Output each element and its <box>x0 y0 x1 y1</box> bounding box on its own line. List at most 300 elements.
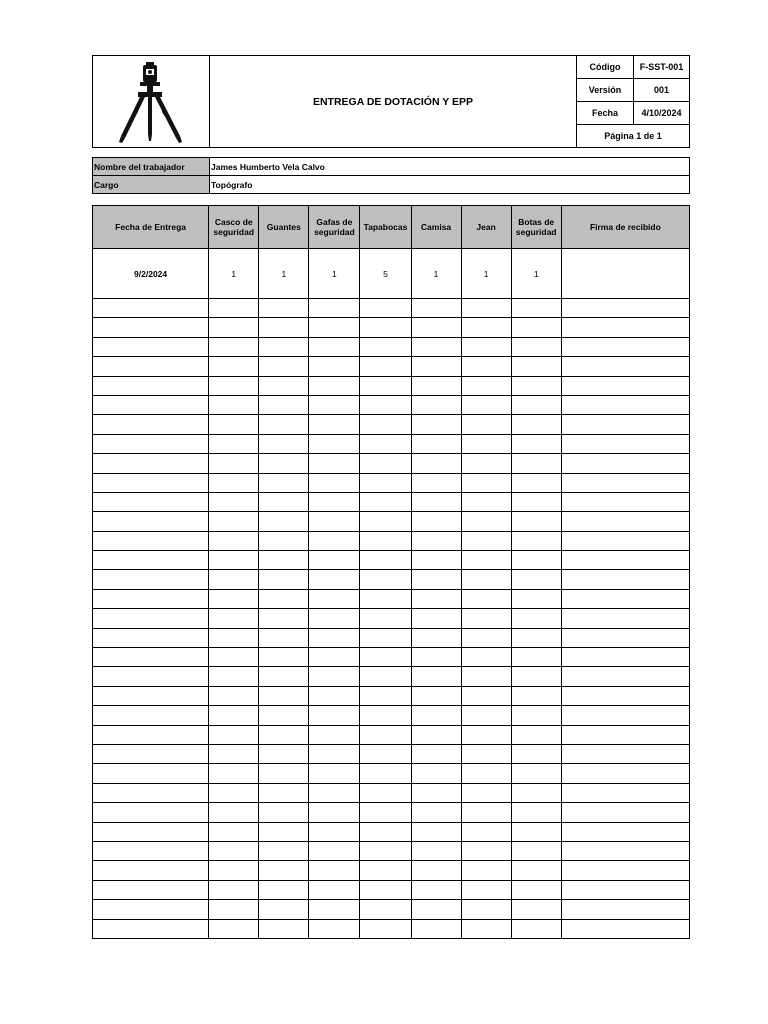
table-cell[interactable] <box>259 822 309 841</box>
table-cell[interactable] <box>259 395 309 414</box>
table-cell[interactable] <box>511 473 561 492</box>
table-cell[interactable] <box>259 454 309 473</box>
table-cell[interactable] <box>309 589 360 608</box>
table-cell[interactable] <box>209 919 259 938</box>
table-cell[interactable] <box>411 551 461 570</box>
table-cell[interactable] <box>561 415 689 434</box>
table-cell[interactable] <box>461 841 511 860</box>
table-cell[interactable] <box>511 861 561 880</box>
table-cell[interactable] <box>461 434 511 453</box>
table-cell[interactable] <box>93 900 209 919</box>
table-cell[interactable] <box>561 395 689 414</box>
table-cell[interactable] <box>360 783 411 802</box>
table-cell[interactable] <box>411 415 461 434</box>
table-cell[interactable] <box>411 628 461 647</box>
table-cell[interactable] <box>561 299 689 318</box>
table-cell[interactable] <box>93 454 209 473</box>
table-cell[interactable] <box>511 648 561 667</box>
table-cell[interactable] <box>209 725 259 744</box>
table-cell[interactable] <box>259 434 309 453</box>
table-cell[interactable] <box>93 841 209 860</box>
table-cell[interactable] <box>461 744 511 763</box>
table-cell[interactable] <box>411 880 461 899</box>
table-cell[interactable] <box>209 764 259 783</box>
table-cell[interactable] <box>93 783 209 802</box>
table-cell[interactable] <box>259 357 309 376</box>
table-cell[interactable] <box>309 900 360 919</box>
table-cell[interactable] <box>360 512 411 531</box>
table-cell[interactable] <box>309 318 360 337</box>
table-cell[interactable] <box>411 667 461 686</box>
table-cell[interactable]: 1 <box>209 249 259 299</box>
delivery-date-cell[interactable]: 9/2/2024 <box>93 249 209 299</box>
table-cell[interactable] <box>309 376 360 395</box>
table-cell[interactable] <box>411 589 461 608</box>
table-cell[interactable] <box>561 609 689 628</box>
table-cell[interactable] <box>309 337 360 356</box>
table-cell[interactable]: 1 <box>259 249 309 299</box>
table-cell[interactable] <box>511 570 561 589</box>
table-cell[interactable] <box>461 415 511 434</box>
table-cell[interactable] <box>93 299 209 318</box>
table-cell[interactable] <box>309 880 360 899</box>
table-cell[interactable] <box>259 783 309 802</box>
table-cell[interactable] <box>411 706 461 725</box>
table-cell[interactable] <box>511 706 561 725</box>
table-cell[interactable] <box>360 628 411 647</box>
table-cell[interactable] <box>411 357 461 376</box>
table-cell[interactable] <box>511 454 561 473</box>
table-cell[interactable] <box>259 764 309 783</box>
table-cell[interactable] <box>461 803 511 822</box>
table-cell[interactable] <box>309 919 360 938</box>
table-cell[interactable] <box>209 589 259 608</box>
table-cell[interactable] <box>93 415 209 434</box>
table-cell[interactable] <box>461 551 511 570</box>
table-cell[interactable] <box>360 299 411 318</box>
table-cell[interactable] <box>360 900 411 919</box>
table-cell[interactable] <box>461 299 511 318</box>
table-cell[interactable] <box>561 764 689 783</box>
table-cell[interactable] <box>259 299 309 318</box>
table-cell[interactable] <box>209 783 259 802</box>
table-cell[interactable] <box>259 318 309 337</box>
table-cell[interactable] <box>461 686 511 705</box>
table-cell[interactable] <box>461 706 511 725</box>
table-cell[interactable] <box>411 822 461 841</box>
table-cell[interactable] <box>259 473 309 492</box>
table-cell[interactable] <box>309 803 360 822</box>
table-cell[interactable] <box>209 803 259 822</box>
table-cell[interactable] <box>461 492 511 511</box>
table-cell[interactable] <box>209 744 259 763</box>
table-cell[interactable] <box>461 822 511 841</box>
table-cell[interactable] <box>309 725 360 744</box>
table-cell[interactable] <box>561 337 689 356</box>
table-cell[interactable] <box>93 861 209 880</box>
table-cell[interactable] <box>209 648 259 667</box>
table-cell[interactable] <box>511 434 561 453</box>
table-cell[interactable] <box>93 337 209 356</box>
table-cell[interactable] <box>93 628 209 647</box>
table-cell[interactable] <box>360 706 411 725</box>
table-cell[interactable] <box>561 861 689 880</box>
table-cell[interactable] <box>511 609 561 628</box>
table-cell[interactable] <box>411 919 461 938</box>
table-cell[interactable] <box>259 531 309 550</box>
table-cell[interactable] <box>259 337 309 356</box>
table-cell[interactable] <box>309 648 360 667</box>
table-cell[interactable] <box>360 318 411 337</box>
table-cell[interactable] <box>411 686 461 705</box>
table-cell[interactable] <box>360 589 411 608</box>
table-cell[interactable] <box>561 376 689 395</box>
table-cell[interactable] <box>461 861 511 880</box>
table-cell[interactable] <box>259 667 309 686</box>
table-cell[interactable] <box>259 589 309 608</box>
table-cell[interactable] <box>561 357 689 376</box>
table-cell[interactable]: 1 <box>411 249 461 299</box>
table-cell[interactable] <box>360 919 411 938</box>
table-cell[interactable] <box>93 609 209 628</box>
table-cell[interactable] <box>511 764 561 783</box>
table-cell[interactable] <box>360 803 411 822</box>
table-cell[interactable] <box>309 434 360 453</box>
table-cell[interactable] <box>209 415 259 434</box>
table-cell[interactable] <box>309 551 360 570</box>
table-cell[interactable] <box>561 473 689 492</box>
table-cell[interactable] <box>411 570 461 589</box>
table-cell[interactable] <box>511 531 561 550</box>
table-cell[interactable] <box>561 706 689 725</box>
table-cell[interactable] <box>561 841 689 860</box>
table-cell[interactable] <box>561 570 689 589</box>
table-cell[interactable] <box>511 880 561 899</box>
table-cell[interactable] <box>411 376 461 395</box>
table-cell[interactable] <box>461 900 511 919</box>
table-cell[interactable] <box>461 628 511 647</box>
table-cell[interactable] <box>309 628 360 647</box>
table-cell[interactable] <box>309 415 360 434</box>
table-cell[interactable] <box>309 454 360 473</box>
table-cell[interactable] <box>511 512 561 531</box>
table-cell[interactable] <box>461 783 511 802</box>
table-cell[interactable] <box>259 376 309 395</box>
table-cell[interactable] <box>93 531 209 550</box>
table-cell[interactable] <box>561 744 689 763</box>
table-cell[interactable] <box>93 357 209 376</box>
table-cell[interactable] <box>209 492 259 511</box>
table-cell[interactable] <box>561 454 689 473</box>
table-cell[interactable] <box>561 783 689 802</box>
table-cell[interactable] <box>411 725 461 744</box>
table-cell[interactable] <box>561 880 689 899</box>
table-cell[interactable] <box>209 667 259 686</box>
table-cell[interactable] <box>511 299 561 318</box>
table-cell[interactable] <box>93 919 209 938</box>
table-cell[interactable] <box>561 492 689 511</box>
table-cell[interactable] <box>259 492 309 511</box>
table-cell[interactable] <box>209 822 259 841</box>
table-cell[interactable] <box>93 318 209 337</box>
table-cell[interactable] <box>360 376 411 395</box>
table-cell[interactable] <box>309 357 360 376</box>
table-cell[interactable] <box>360 861 411 880</box>
table-cell[interactable] <box>360 434 411 453</box>
table-cell[interactable] <box>209 299 259 318</box>
table-cell[interactable] <box>411 299 461 318</box>
table-cell[interactable] <box>511 628 561 647</box>
table-cell[interactable] <box>511 415 561 434</box>
table-cell[interactable] <box>561 531 689 550</box>
table-cell[interactable] <box>360 648 411 667</box>
table-cell[interactable] <box>561 725 689 744</box>
table-cell[interactable] <box>511 783 561 802</box>
table-cell[interactable] <box>360 415 411 434</box>
table-cell[interactable] <box>411 395 461 414</box>
table-cell[interactable]: 5 <box>360 249 411 299</box>
table-cell[interactable] <box>209 861 259 880</box>
table-cell[interactable] <box>511 900 561 919</box>
table-cell[interactable] <box>309 764 360 783</box>
table-cell[interactable] <box>561 318 689 337</box>
table-cell[interactable] <box>309 531 360 550</box>
table-cell[interactable] <box>209 628 259 647</box>
table-cell[interactable] <box>461 725 511 744</box>
table-cell[interactable] <box>511 725 561 744</box>
table-cell[interactable] <box>209 512 259 531</box>
table-cell[interactable] <box>561 589 689 608</box>
table-cell[interactable] <box>411 648 461 667</box>
table-cell[interactable] <box>259 609 309 628</box>
table-cell[interactable] <box>561 551 689 570</box>
table-cell[interactable] <box>461 609 511 628</box>
table-cell[interactable] <box>411 434 461 453</box>
table-cell[interactable] <box>461 376 511 395</box>
table-cell[interactable] <box>259 551 309 570</box>
table-cell[interactable] <box>360 764 411 783</box>
table-cell[interactable] <box>360 880 411 899</box>
table-cell[interactable] <box>511 492 561 511</box>
table-cell[interactable] <box>360 551 411 570</box>
table-cell[interactable] <box>461 589 511 608</box>
table-cell[interactable] <box>259 415 309 434</box>
table-cell[interactable] <box>360 492 411 511</box>
table-cell[interactable] <box>511 822 561 841</box>
table-cell[interactable] <box>309 667 360 686</box>
table-cell[interactable] <box>259 919 309 938</box>
table-cell[interactable] <box>209 570 259 589</box>
table-cell[interactable] <box>360 337 411 356</box>
table-cell[interactable] <box>461 570 511 589</box>
table-cell[interactable] <box>411 861 461 880</box>
table-cell[interactable] <box>561 686 689 705</box>
table-cell[interactable] <box>259 880 309 899</box>
table-cell[interactable] <box>309 861 360 880</box>
table-cell[interactable] <box>511 395 561 414</box>
table-cell[interactable] <box>209 531 259 550</box>
table-cell[interactable] <box>411 764 461 783</box>
table-cell[interactable] <box>411 803 461 822</box>
table-cell[interactable] <box>360 570 411 589</box>
table-cell[interactable] <box>360 725 411 744</box>
table-cell[interactable] <box>411 841 461 860</box>
table-cell[interactable] <box>309 744 360 763</box>
table-cell[interactable] <box>93 764 209 783</box>
table-cell[interactable] <box>93 473 209 492</box>
table-cell[interactable] <box>411 744 461 763</box>
table-cell[interactable] <box>259 648 309 667</box>
table-cell[interactable] <box>309 512 360 531</box>
table-cell[interactable] <box>461 667 511 686</box>
table-cell[interactable] <box>411 492 461 511</box>
table-cell[interactable] <box>309 299 360 318</box>
table-cell[interactable] <box>461 318 511 337</box>
table-cell[interactable]: 1 <box>461 249 511 299</box>
table-cell[interactable] <box>360 357 411 376</box>
table-cell[interactable] <box>561 628 689 647</box>
table-cell[interactable] <box>511 686 561 705</box>
table-cell[interactable] <box>259 725 309 744</box>
table-cell[interactable] <box>561 434 689 453</box>
table-cell[interactable] <box>511 667 561 686</box>
table-cell[interactable] <box>461 764 511 783</box>
table-cell[interactable] <box>561 919 689 938</box>
table-cell[interactable] <box>461 880 511 899</box>
table-cell[interactable] <box>259 512 309 531</box>
table-cell[interactable] <box>209 318 259 337</box>
table-cell[interactable] <box>209 706 259 725</box>
table-cell[interactable] <box>309 570 360 589</box>
table-cell[interactable] <box>209 454 259 473</box>
table-cell[interactable] <box>93 803 209 822</box>
table-cell[interactable] <box>209 357 259 376</box>
signature-cell[interactable] <box>561 249 689 299</box>
table-cell[interactable] <box>511 841 561 860</box>
table-cell[interactable] <box>209 900 259 919</box>
table-cell[interactable] <box>209 551 259 570</box>
table-cell[interactable] <box>511 357 561 376</box>
table-cell[interactable] <box>561 900 689 919</box>
table-cell[interactable] <box>259 803 309 822</box>
table-cell[interactable] <box>461 357 511 376</box>
table-cell[interactable] <box>209 434 259 453</box>
table-cell[interactable] <box>511 803 561 822</box>
table-cell[interactable] <box>461 648 511 667</box>
table-cell[interactable] <box>360 473 411 492</box>
table-cell[interactable] <box>93 376 209 395</box>
table-cell[interactable] <box>461 531 511 550</box>
table-cell[interactable] <box>360 531 411 550</box>
table-cell[interactable] <box>561 822 689 841</box>
table-cell[interactable] <box>411 454 461 473</box>
table-cell[interactable] <box>461 454 511 473</box>
table-cell[interactable] <box>411 609 461 628</box>
table-cell[interactable] <box>461 395 511 414</box>
table-cell[interactable] <box>511 337 561 356</box>
table-cell[interactable] <box>561 667 689 686</box>
table-cell[interactable] <box>259 706 309 725</box>
table-cell[interactable] <box>309 609 360 628</box>
table-cell[interactable] <box>259 686 309 705</box>
table-cell[interactable] <box>561 512 689 531</box>
table-cell[interactable] <box>309 706 360 725</box>
table-cell[interactable] <box>511 318 561 337</box>
table-cell[interactable] <box>309 473 360 492</box>
table-cell[interactable] <box>411 337 461 356</box>
table-cell[interactable] <box>461 919 511 938</box>
table-cell[interactable] <box>93 725 209 744</box>
table-cell[interactable] <box>93 667 209 686</box>
table-cell[interactable] <box>511 589 561 608</box>
table-cell[interactable] <box>93 822 209 841</box>
table-cell[interactable] <box>461 473 511 492</box>
table-cell[interactable] <box>259 570 309 589</box>
table-cell[interactable] <box>461 512 511 531</box>
table-cell[interactable]: 1 <box>309 249 360 299</box>
table-cell[interactable] <box>511 551 561 570</box>
table-cell[interactable] <box>259 744 309 763</box>
table-cell[interactable] <box>93 706 209 725</box>
table-cell[interactable] <box>561 648 689 667</box>
table-cell[interactable] <box>309 841 360 860</box>
table-cell[interactable] <box>511 919 561 938</box>
table-cell[interactable] <box>309 492 360 511</box>
table-cell[interactable] <box>360 686 411 705</box>
table-cell[interactable] <box>411 318 461 337</box>
table-cell[interactable] <box>209 473 259 492</box>
table-cell[interactable] <box>259 841 309 860</box>
table-cell[interactable] <box>309 783 360 802</box>
table-cell[interactable] <box>360 454 411 473</box>
table-cell[interactable] <box>93 744 209 763</box>
table-cell[interactable] <box>411 783 461 802</box>
table-cell[interactable] <box>259 628 309 647</box>
table-cell[interactable] <box>360 822 411 841</box>
table-cell[interactable] <box>411 512 461 531</box>
table-cell[interactable] <box>411 900 461 919</box>
table-cell[interactable]: 1 <box>511 249 561 299</box>
table-cell[interactable] <box>209 841 259 860</box>
table-cell[interactable] <box>93 589 209 608</box>
table-cell[interactable] <box>360 667 411 686</box>
table-cell[interactable] <box>93 512 209 531</box>
table-cell[interactable] <box>309 686 360 705</box>
table-cell[interactable] <box>93 492 209 511</box>
table-cell[interactable] <box>309 395 360 414</box>
table-cell[interactable] <box>561 803 689 822</box>
table-cell[interactable] <box>511 744 561 763</box>
table-cell[interactable] <box>259 861 309 880</box>
table-cell[interactable] <box>93 570 209 589</box>
table-cell[interactable] <box>93 648 209 667</box>
table-cell[interactable] <box>209 376 259 395</box>
table-cell[interactable] <box>360 395 411 414</box>
table-cell[interactable] <box>511 376 561 395</box>
table-cell[interactable] <box>461 337 511 356</box>
table-cell[interactable] <box>93 686 209 705</box>
table-cell[interactable] <box>209 395 259 414</box>
table-cell[interactable] <box>209 880 259 899</box>
table-cell[interactable] <box>259 900 309 919</box>
table-cell[interactable] <box>209 686 259 705</box>
table-cell[interactable] <box>309 822 360 841</box>
table-cell[interactable] <box>360 609 411 628</box>
table-cell[interactable] <box>93 434 209 453</box>
table-cell[interactable] <box>360 744 411 763</box>
table-cell[interactable] <box>93 551 209 570</box>
table-cell[interactable] <box>411 531 461 550</box>
